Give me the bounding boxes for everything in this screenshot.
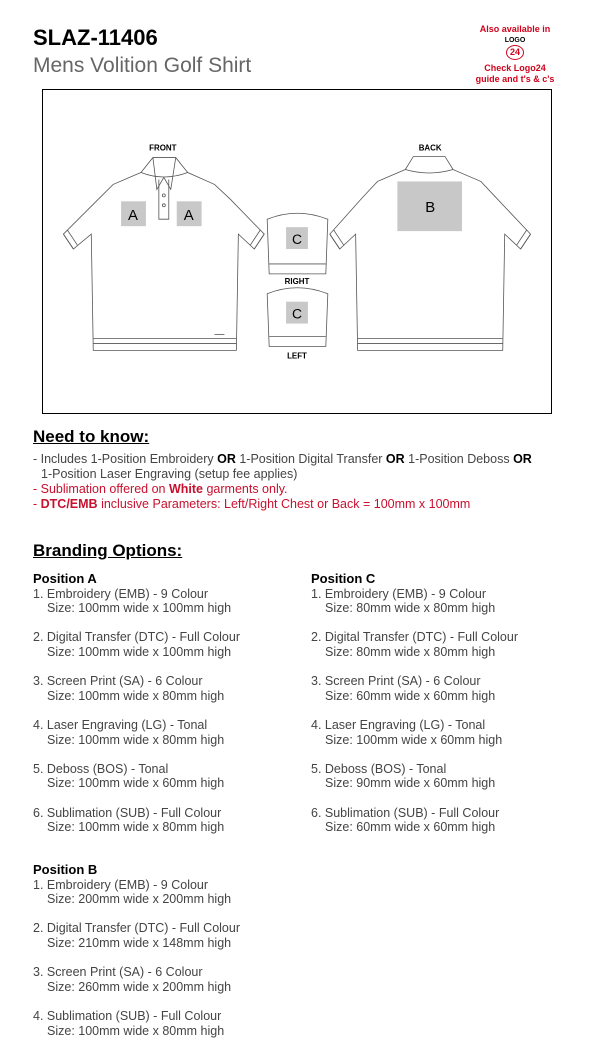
option-size: Size: 60mm wide x 60mm high xyxy=(325,820,496,835)
logo24-check-text: Check Logo24 xyxy=(484,63,546,73)
option-size: Size: 100mm wide x 80mm high xyxy=(47,688,225,703)
position-b-option xyxy=(33,878,303,907)
left-label: LEFT xyxy=(287,351,307,361)
need-to-know-text: - xyxy=(33,497,41,511)
position-c-title: Position C xyxy=(311,571,376,586)
option-name: 5. Deboss (BOS) - Tonal xyxy=(311,761,447,776)
logo24-available-text: Also available in xyxy=(479,24,551,34)
option-size: Size: 80mm wide x 80mm high xyxy=(325,644,496,659)
option-size: Size: 80mm wide x 80mm high xyxy=(325,601,496,616)
option-name: 4. Sublimation (SUB) - Full Colour xyxy=(33,1008,222,1023)
option-size: Size: 100mm wide x 80mm high xyxy=(47,732,225,747)
position-a-left-mark: A xyxy=(128,208,138,225)
position-c-right-mark: C xyxy=(291,231,303,248)
position-b-title: Position B xyxy=(33,862,98,877)
or-text: OR xyxy=(513,452,532,466)
need-to-know-heading: Need to know: xyxy=(33,427,150,446)
garment-diagram-svg xyxy=(43,90,551,413)
position-a-option xyxy=(33,718,303,747)
need-to-know-item-2 xyxy=(33,482,573,497)
need-to-know-item-3 xyxy=(33,497,573,512)
option-name: 6. Sublimation (SUB) - Full Colour xyxy=(33,805,222,820)
option-name: 6. Sublimation (SUB) - Full Colour xyxy=(311,805,500,820)
option-name: 1. Embroidery (EMB) - 9 Colour xyxy=(311,586,487,601)
option-name: 1. Embroidery (EMB) - 9 Colour xyxy=(33,877,209,892)
logo24-guide-text: guide and t's & c's xyxy=(475,74,555,84)
option-size: Size: 90mm wide x 60mm high xyxy=(325,776,496,791)
logo24-logo-word: LOGO xyxy=(504,37,526,44)
white-text: White xyxy=(168,482,203,496)
product-title: Mens Volition Golf Shirt xyxy=(33,54,252,77)
back-label: BACK xyxy=(418,143,442,153)
position-c-left-mark: C xyxy=(291,305,303,322)
product-code: SLAZ-11406 xyxy=(33,25,158,50)
option-name: 1. Embroidery (EMB) - 9 Colour xyxy=(33,586,209,601)
position-c-option xyxy=(311,762,581,791)
position-a-right-mark: A xyxy=(183,208,194,225)
option-name: 3. Screen Print (SA) - 6 Colour xyxy=(33,965,203,980)
option-name: 3. Screen Print (SA) - 6 Colour xyxy=(33,674,203,689)
option-size: Size: 100mm wide x 80mm high xyxy=(47,820,225,835)
right-label: RIGHT xyxy=(284,276,310,286)
position-b-mark: B xyxy=(425,200,436,217)
option-name: 2. Digital Transfer (DTC) - Full Colour xyxy=(33,921,240,936)
need-to-know-text: 1-Position Digital Transfer xyxy=(235,452,386,466)
option-name: 5. Deboss (BOS) - Tonal xyxy=(33,761,169,776)
position-a-option xyxy=(33,674,303,703)
need-to-know-text: - Sublimation offered on xyxy=(33,482,169,496)
option-size: Size: 100mm wide x 60mm high xyxy=(325,732,503,747)
option-size: Size: 100mm wide x 80mm high xyxy=(47,1023,225,1038)
position-a-section xyxy=(33,572,303,849)
or-text: OR xyxy=(217,452,236,466)
position-a-option xyxy=(33,630,303,659)
option-name: 4. Laser Engraving (LG) - Tonal xyxy=(311,717,486,732)
position-a-option xyxy=(33,762,303,791)
position-c-option xyxy=(311,718,581,747)
need-to-know-text: 1-Position Deboss xyxy=(404,452,514,466)
dtc-emb-text: DTC/EMB xyxy=(40,497,98,511)
option-size: Size: 200mm wide x 200mm high xyxy=(47,892,232,907)
position-b-section xyxy=(33,863,303,1038)
option-size: Size: 100mm wide x 60mm high xyxy=(47,776,225,791)
option-size: Size: 260mm wide x 200mm high xyxy=(47,979,232,994)
option-name: 3. Screen Print (SA) - 6 Colour xyxy=(311,674,481,689)
option-size: Size: 100mm wide x 100mm high xyxy=(47,601,232,616)
front-shirt-outline xyxy=(63,158,264,351)
logo24-logo xyxy=(500,37,530,61)
need-to-know-text: 1-Position Laser Engraving (setup fee applies) xyxy=(41,467,298,481)
need-to-know-item-1 xyxy=(33,452,573,482)
position-b-option xyxy=(33,965,303,994)
or-text: OR xyxy=(385,452,405,466)
need-to-know-text: - Includes 1-Position Embroidery xyxy=(33,452,218,466)
need-to-know-list xyxy=(33,452,573,512)
need-to-know-text: garments only. xyxy=(203,482,288,496)
logo24-logo-number: 24 xyxy=(506,45,524,60)
position-b-option xyxy=(33,1009,303,1038)
option-size: Size: 210mm wide x 148mm high xyxy=(47,935,232,950)
need-to-know-text: inclusive Parameters: Left/Right Chest or Back = 100mm x 100mm xyxy=(97,497,471,511)
position-a-title: Position A xyxy=(33,571,97,586)
position-a-option xyxy=(33,587,303,616)
option-name: 2. Digital Transfer (DTC) - Full Colour xyxy=(33,630,240,645)
option-size: Size: 100mm wide x 100mm high xyxy=(47,644,232,659)
front-label: FRONT xyxy=(149,143,177,153)
position-c-option xyxy=(311,630,581,659)
position-c-option xyxy=(311,674,581,703)
position-a-option xyxy=(33,806,303,835)
position-c-option xyxy=(311,587,581,616)
position-c-section xyxy=(311,572,581,849)
option-name: 2. Digital Transfer (DTC) - Full Colour xyxy=(311,630,518,645)
position-c-option xyxy=(311,806,581,835)
branding-options-heading: Branding Options: xyxy=(33,541,183,560)
option-name: 4. Laser Engraving (LG) - Tonal xyxy=(33,717,208,732)
garment-diagram xyxy=(42,89,552,414)
logo24-notice xyxy=(470,24,560,85)
option-size: Size: 60mm wide x 60mm high xyxy=(325,688,496,703)
position-b-option xyxy=(33,921,303,950)
